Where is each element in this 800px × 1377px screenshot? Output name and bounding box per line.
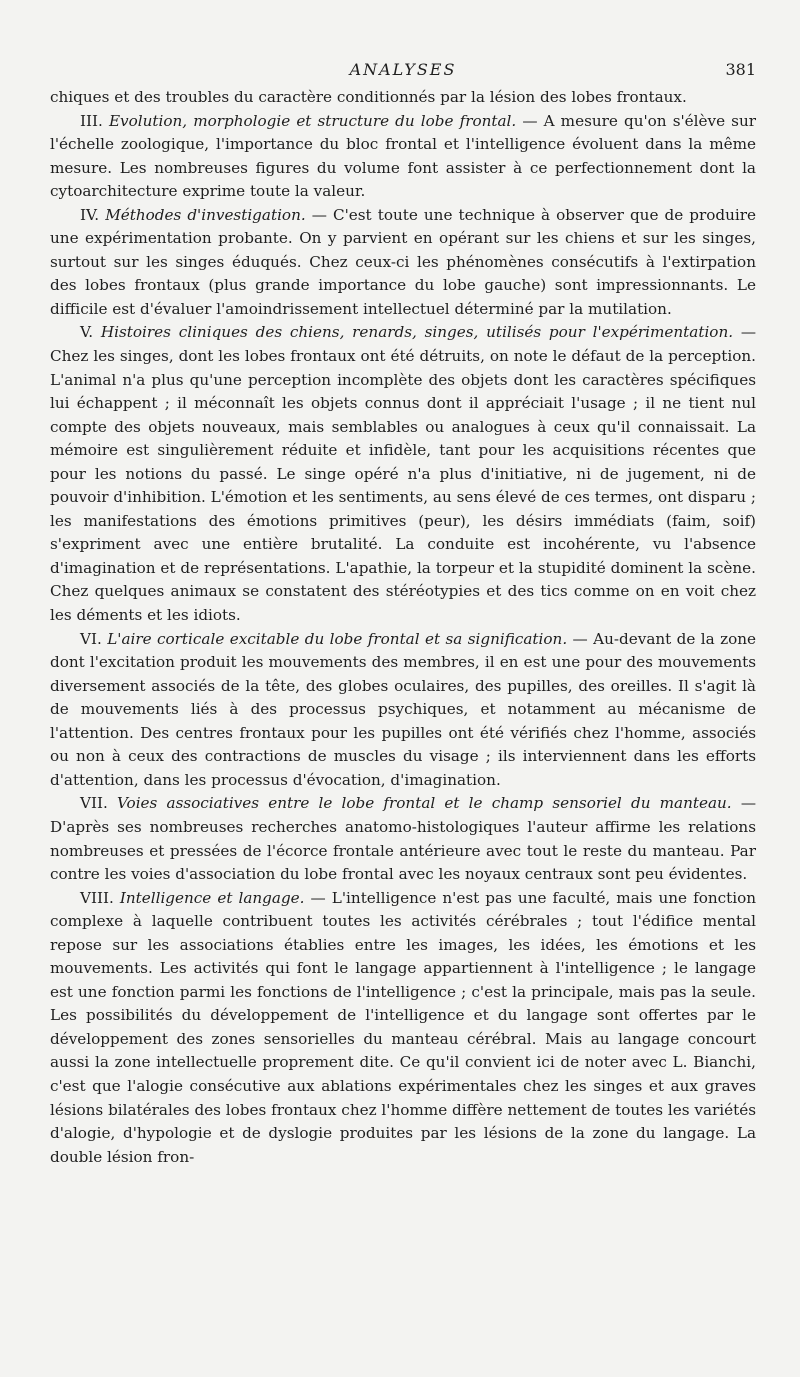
section-numeral: III. [80,111,103,130]
paragraph-continuation [50,86,756,110]
paragraph-text: — D'après ses nombreuses recherches anatomo-histologiques l'auteur affirme les relations nombreuses et pressées de l'écorce frontale antérieure avec tout le reste du manteau. Par contre les voies d'association du lobe frontal avec les noyaux centraux sont peu évidentes. [50,794,757,884]
paragraph-text: — C'est toute une technique à observer que de produire une expérimentation probante. On y parvient en opérant sur les chiens et sur les singes, surtout sur les singes éduqués. Chez ceux-ci les phénomènes consécutifs à l'extirpation des lobes frontaux (plus grande importance du lobe gauche) sont impressionnants. Le difficile est d'évaluer l'amoindrissement intellectuel déterminé par la mutilation. [50,205,757,318]
running-header [50,56,756,86]
section-viii [50,887,756,1170]
paragraph-text: — Chez les singes, dont les lobes frontaux ont été détruits, on note le défaut de la perception. L'animal n'a plus qu'une perception incomplète des objets dont les caractères spécifiques lui échappent ; il méconnaît les objets connus dont il appréciait l'usage ; il ne tient nul compte des objets nouveaux, mais semblables ou analogues à ceux qu'il connaissait. La mémoire est singulièrement réduite et infidèle, tant pour les acquisitions récentes que pour les notions du passé. Le singe opéré n'a plus d'initiative, ni de jugement, ni de pouvoir d'inhibition. L'émotion et les sentiments, au sens élevé de ces termes, ont disparu ; les manifestations des émotions primitives (peur), les désirs immédiats (faim, soif) s'expriment avec une entière brutalité. La conduite est incohérente, vu l'absence d'imagination et de représentations. L'apathie, la torpeur et la stupidité dominent la scène. Chez quelques animaux se constatent des stéréotypies et des tics comme on en voit chez les déments et les idiots. [50,323,757,625]
section-heading: L'aire corticale excitable du lobe frontal et sa signification. [107,629,568,648]
section-heading: Histoires cliniques des chiens, renards, singes, utilisés pour l'expérimentation. [100,323,734,342]
section-heading: Voies associatives entre le lobe frontal et le champ sensoriel du manteau. [116,794,732,813]
section-heading: Méthodes d'investigation. [105,205,306,224]
section-heading: Intelligence et langage. [119,888,305,907]
section-iii [50,110,756,204]
section-v [50,321,756,627]
page-number: 381 [725,60,756,79]
section-vi [50,628,756,793]
section-numeral: V. [80,323,94,342]
running-title: ANALYSES [349,60,457,79]
page [50,56,756,1169]
paragraph-text: — L'intelligence n'est pas une faculté, mais une fonction complexe à laquelle contribuent toutes les activités cérébrales ; tout l'édifice mental repose sur les associations établies entre les images, les idées, les émotions et les mouvements. Les activités qui font le langage appartiennent à l'intelligence ; le langage est une fonction parmi les fonctions de l'intelligence ; c'est la principale, mais pas la seule. Les possibilités du développement de l'intelligence et du langage sont offertes par le développement des zones sensorielles du manteau cérébral. Mais au langage concourt aussi la zone intellectuelle proprement dite. Ce qu'il convient ici de noter avec L. Bianchi, c'est que l'alogie consécutive aux ablations expérimentales chez les singes et aux graves lésions bilatérales des lobes frontaux chez l'homme diffère nettement de toutes les variétés d'alogie, d'hypologie et de dyslogie produites par les lésions de la zone du langage. La double lésion fron- [50,888,757,1166]
section-numeral: VII. [80,794,108,813]
section-numeral: IV. [80,205,100,224]
paragraph-text: chiques et des troubles du caractère conditionnés par la lésion des lobes frontaux. [50,88,687,106]
section-iv [50,204,756,322]
paragraph-text: — Au-devant de la zone dont l'excitation produit les mouvements des membres, il en est une pour des mouvements diversement associés de la tête, des globes oculaires, des pupilles, des oreilles. Il s'agit là de mouvements liés à des processus psychiques, et notamment au mécanisme de l'attention. Des centres frontaux pour les pupilles ont été vérifiés chez l'homme, associés ou non à ceux des contractions de muscles du visage ; ils interviennent dans les efforts d'attention, dans les processus d'évocation, d'imagination. [50,629,756,789]
article-body [50,86,756,1169]
section-numeral: VI. [80,629,102,648]
section-heading: Evolution, morphologie et structure du lobe frontal. [108,111,517,130]
paragraph-text: — A mesure qu'on s'élève sur l'échelle zoologique, l'importance du bloc frontal et l'intelligence évoluent dans la même mesure. Les nombreuses figures du volume font assister à ce perfectionnement dont la cytoarchitecture exprime toute la valeur. [50,111,756,201]
section-vii [50,792,756,886]
section-numeral: VIII. [80,888,114,907]
